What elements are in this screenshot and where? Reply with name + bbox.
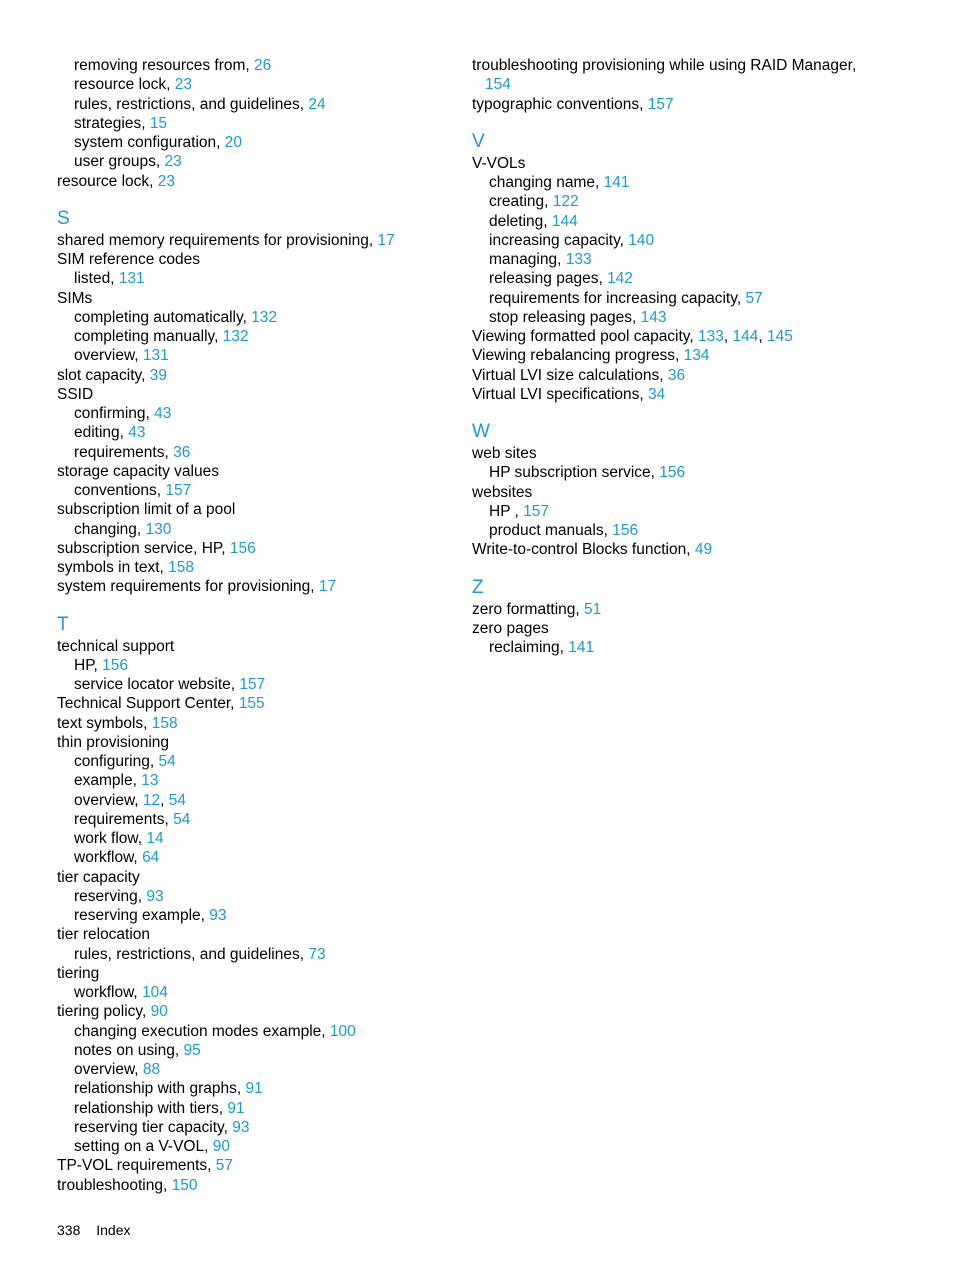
page-link[interactable]: 26 (254, 57, 272, 74)
index-letter-s: S (57, 207, 70, 229)
index-entry (57, 231, 447, 250)
page-link[interactable]: 134 (683, 347, 710, 365)
index-term: conventions, (74, 482, 166, 499)
index-term: stop releasing pages, (489, 308, 641, 326)
page-link[interactable]: 141 (568, 639, 595, 656)
page-link[interactable]: 156 (659, 464, 686, 482)
index-term: Write-to-control Blocks function, (472, 541, 695, 559)
index-term: Virtual LVI specifications, (472, 385, 649, 403)
index-entry (57, 964, 447, 983)
index-entry (57, 945, 447, 964)
index-entry (57, 269, 447, 288)
index-term: deleting, (489, 212, 552, 230)
index-entry (472, 600, 892, 619)
page-link[interactable]: 122 (552, 193, 579, 211)
index-entry (57, 308, 447, 327)
index-term: changing, (74, 520, 146, 538)
page-link[interactable]: 133 (565, 251, 592, 268)
index-entry (472, 619, 892, 638)
index-term: tiering policy, (57, 1003, 151, 1021)
page-link[interactable]: 54 (168, 791, 187, 809)
index-entry (57, 1099, 447, 1118)
index-term: setting on a V-VOL, (74, 1138, 213, 1155)
index-entry (57, 1022, 447, 1041)
index-entry (57, 1176, 447, 1195)
index-entry (57, 346, 447, 365)
index-term: typographic conventions, (472, 95, 648, 113)
index-term: requirements, (74, 810, 174, 828)
index-entry (57, 694, 447, 713)
index-term: notes on using, (74, 1041, 184, 1059)
index-term: strategies, (74, 114, 150, 132)
page-link[interactable]: 93 (146, 887, 164, 905)
page-link[interactable]: 141 (603, 174, 630, 191)
index-entry (57, 172, 447, 191)
page-link[interactable]: 64 (142, 849, 160, 867)
index-entry (57, 829, 447, 848)
page-link[interactable]: 91 (227, 1099, 245, 1117)
page-separator: , (758, 328, 768, 345)
page-link[interactable]: 90 (212, 1138, 230, 1155)
index-term: system requirements for provisioning, (57, 578, 319, 596)
index-term: tier capacity (57, 868, 140, 886)
index-term: thin provisioning (57, 733, 170, 751)
page-link[interactable]: 156 (102, 656, 129, 674)
page-link[interactable]: 43 (128, 424, 146, 442)
index-entry (57, 906, 447, 925)
index-column-left (57, 56, 447, 1195)
index-entry (472, 212, 892, 231)
page-link[interactable]: 15 (149, 114, 168, 132)
index-entry (57, 404, 447, 423)
index-entry (57, 1156, 447, 1175)
index-entry (57, 539, 447, 558)
index-term: relationship with tiers, (74, 1099, 228, 1117)
page-link[interactable]: 144 (732, 328, 759, 345)
page-link[interactable]: 93 (209, 907, 227, 924)
index-term: product manuals, (489, 522, 613, 539)
page-link[interactable]: 43 (154, 405, 172, 422)
index-term: zero formatting, (472, 600, 584, 618)
page-link[interactable]: 54 (173, 810, 191, 828)
page-link[interactable]: 14 (146, 830, 164, 847)
page-link[interactable]: 132 (251, 308, 278, 326)
index-term: reserving tier capacity, (74, 1118, 233, 1136)
page-number: 338 (57, 1222, 81, 1238)
index-term: resource lock, (57, 172, 158, 190)
index-entry (57, 771, 447, 790)
index-term: relationship with graphs, (74, 1080, 246, 1098)
page-link[interactable]: 157 (239, 676, 266, 693)
page-link[interactable]: 36 (173, 443, 191, 461)
index-entry (57, 462, 447, 481)
index-entry (57, 675, 447, 694)
page-link[interactable]: 23 (174, 76, 193, 94)
index-term: listed, (74, 270, 119, 288)
page-link[interactable]: 155 (238, 695, 265, 713)
page-separator: , (160, 791, 169, 809)
index-entry (57, 520, 447, 539)
index-entry (472, 502, 892, 521)
index-entry (57, 95, 447, 114)
index-entry (57, 637, 447, 656)
page-link[interactable]: 157 (523, 502, 550, 520)
index-entry (57, 1041, 447, 1060)
index-term: troubleshooting, (57, 1176, 172, 1194)
index-entry (472, 483, 892, 502)
index-term: user groups, (74, 153, 165, 171)
index-term: storage capacity values (57, 462, 219, 480)
page-link[interactable]: 104 (142, 984, 168, 1001)
index-entry (57, 656, 447, 675)
index-term: workflow, (74, 849, 143, 867)
index-entry (57, 925, 447, 944)
page-link[interactable]: 143 (640, 308, 667, 326)
page-link[interactable]: 54 (158, 753, 176, 770)
index-term: reclaiming, (489, 639, 569, 656)
index-term: HP subscription service, (489, 464, 660, 482)
index-entry (472, 231, 892, 250)
index-entry (472, 463, 892, 482)
index-entry (472, 385, 892, 404)
page-link[interactable]: 57 (745, 289, 763, 307)
index-entry (57, 366, 447, 385)
index-entry (57, 1060, 447, 1079)
index-term: symbols in text, (57, 559, 169, 576)
page-link[interactable]: 24 (308, 95, 326, 113)
index-entry (57, 114, 447, 133)
index-term: web sites (472, 445, 537, 462)
index-term: tiering (57, 964, 100, 982)
index-entry (57, 250, 447, 269)
index-term: example, (74, 772, 142, 790)
index-entry (472, 289, 892, 308)
page-link[interactable]: 144 (551, 212, 578, 230)
index-entry (57, 56, 447, 75)
index-entry (472, 192, 892, 211)
index-term: V-VOLs (472, 154, 526, 172)
index-term: subscription limit of a pool (57, 501, 236, 519)
index-term: shared memory requirements for provisioning, (57, 231, 378, 249)
page-link[interactable]: 39 (149, 366, 168, 384)
page-link[interactable]: 88 (142, 1061, 161, 1078)
index-entry (57, 558, 447, 577)
page-link[interactable]: 51 (584, 600, 602, 618)
index-term: SSID (57, 385, 94, 403)
index-term: requirements, (74, 443, 174, 461)
page-link[interactable]: 157 (165, 482, 192, 499)
index-entry (57, 500, 447, 519)
page-link[interactable]: 95 (183, 1041, 201, 1059)
index-letter-t: T (57, 613, 69, 635)
index-term: reserving example, (74, 907, 210, 924)
index-term: changing name, (489, 174, 604, 191)
index-term: technical support (57, 637, 175, 655)
page-link[interactable]: 154 (485, 76, 511, 94)
page-link[interactable]: 145 (767, 328, 793, 345)
index-entry (57, 577, 447, 596)
index-term: releasing pages, (489, 270, 608, 288)
index-term: work flow, (74, 830, 147, 847)
index-letter-z: Z (472, 576, 484, 598)
index-term: HP, (74, 656, 103, 674)
index-entry (57, 848, 447, 867)
index-entry (57, 385, 447, 404)
index-entry (57, 75, 447, 94)
index-entry (57, 443, 447, 462)
index-term: overview, (74, 1061, 143, 1078)
index-term: editing, (74, 424, 129, 442)
page-link[interactable]: 12 (142, 791, 161, 809)
page-separator: , (723, 328, 733, 345)
page-link[interactable]: 100 (329, 1022, 356, 1040)
index-term: managing, (489, 251, 566, 268)
index-entry (57, 752, 447, 771)
index-term: requirements for increasing capacity, (489, 289, 746, 307)
page-link[interactable]: 158 (151, 714, 178, 732)
page-link[interactable]: 156 (229, 539, 256, 557)
index-term: rules, restrictions, and guidelines, (74, 945, 309, 963)
index-term: HP , (489, 502, 524, 520)
index-term: Viewing formatted pool capacity, (472, 328, 699, 345)
page-link[interactable]: 133 (698, 328, 724, 345)
index-entry (472, 444, 892, 463)
index-term: zero pages (472, 619, 549, 637)
index-term: SIM reference codes (57, 251, 201, 268)
index-entry (57, 133, 447, 152)
index-entry (472, 173, 892, 192)
page-link[interactable]: 157 (647, 95, 674, 113)
index-term: resource lock, (74, 76, 175, 94)
index-term: slot capacity, (57, 366, 150, 384)
index-entry (57, 152, 447, 171)
page-link[interactable]: 13 (141, 772, 159, 790)
index-entry (472, 250, 892, 269)
index-term: TP-VOL requirements, (57, 1157, 216, 1175)
index-entry (472, 540, 892, 559)
index-entry (472, 269, 892, 288)
index-entry (472, 366, 892, 385)
index-entry (57, 1079, 447, 1098)
page-link[interactable]: 156 (612, 522, 639, 539)
index-term: rules, restrictions, and guidelines, (74, 95, 309, 113)
index-entry (57, 810, 447, 829)
index-entry (57, 481, 447, 500)
page-link[interactable]: 57 (215, 1157, 234, 1175)
index-term: increasing capacity, (489, 231, 629, 249)
index-term: configuring, (74, 753, 159, 770)
index-entry (57, 791, 447, 810)
index-entry (57, 423, 447, 442)
index-term: confirming, (74, 405, 155, 422)
page-footer (57, 1222, 143, 1238)
index-entry (57, 714, 447, 733)
index-term: subscription service, HP, (57, 539, 230, 557)
index-term: completing manually, (74, 328, 223, 345)
page-link[interactable]: 93 (232, 1118, 250, 1136)
index-term: Viewing rebalancing progress, (472, 347, 684, 365)
index-column-right (472, 56, 892, 657)
index-term: text symbols, (57, 714, 152, 732)
index-entry (472, 154, 892, 173)
index-entry (57, 887, 447, 906)
index-entry (472, 56, 892, 95)
page-link[interactable]: 34 (648, 385, 666, 403)
index-entry (57, 733, 447, 752)
page-link[interactable]: 23 (157, 172, 176, 190)
index-term: changing execution modes example, (74, 1022, 330, 1040)
page-link[interactable]: 23 (164, 153, 182, 171)
page-link[interactable]: 150 (171, 1176, 198, 1194)
index-entry (57, 1137, 447, 1156)
index-letter-v: V (472, 130, 485, 152)
page-link[interactable]: 130 (145, 520, 172, 538)
index-entry (472, 95, 892, 114)
page-link[interactable]: 131 (118, 270, 145, 288)
page-link[interactable]: 20 (224, 134, 243, 151)
index-term: reserving, (74, 887, 147, 905)
index-entry (472, 327, 892, 346)
index-term: removing resources from, (74, 57, 255, 74)
page-link[interactable]: 17 (318, 578, 337, 596)
index-term: troubleshooting provisioning while using RAID Manager, (472, 57, 857, 74)
index-entry (472, 308, 892, 327)
page-link[interactable]: 36 (667, 366, 686, 384)
page-link[interactable]: 132 (222, 328, 249, 345)
page-link[interactable]: 90 (150, 1003, 168, 1021)
index-entry (472, 521, 892, 540)
index-entry (57, 1118, 447, 1137)
index-term: system configuration, (74, 134, 225, 151)
index-term: Technical Support Center, (57, 695, 239, 713)
page-link[interactable]: 73 (308, 945, 326, 963)
index-term: Virtual LVI size calculations, (472, 366, 668, 384)
page-link[interactable]: 91 (245, 1080, 263, 1098)
page-link[interactable]: 142 (607, 270, 633, 288)
index-term: service locator website, (74, 676, 240, 693)
index-entry (57, 289, 447, 308)
index-term: tier relocation (57, 926, 151, 944)
page-link[interactable]: 49 (694, 541, 713, 559)
index-term: overview, (74, 791, 143, 809)
index-term: SIMs (57, 289, 93, 307)
index-entry (57, 1002, 447, 1021)
page-link[interactable]: 131 (142, 347, 169, 365)
page-link[interactable]: 140 (628, 231, 655, 249)
index-entry (57, 868, 447, 887)
index-term: creating, (489, 193, 553, 211)
page-link[interactable]: 158 (168, 559, 194, 576)
index-term: completing automatically, (74, 308, 252, 326)
index-term: workflow, (74, 984, 143, 1001)
section-name: Index (96, 1222, 131, 1238)
index-term: websites (472, 483, 533, 501)
index-entry (472, 638, 892, 657)
index-letter-w: W (472, 421, 490, 442)
index-term: overview, (74, 347, 143, 365)
index-entry (57, 983, 447, 1002)
index-entry (472, 346, 892, 365)
page-link[interactable]: 17 (377, 231, 395, 249)
index-entry (57, 327, 447, 346)
